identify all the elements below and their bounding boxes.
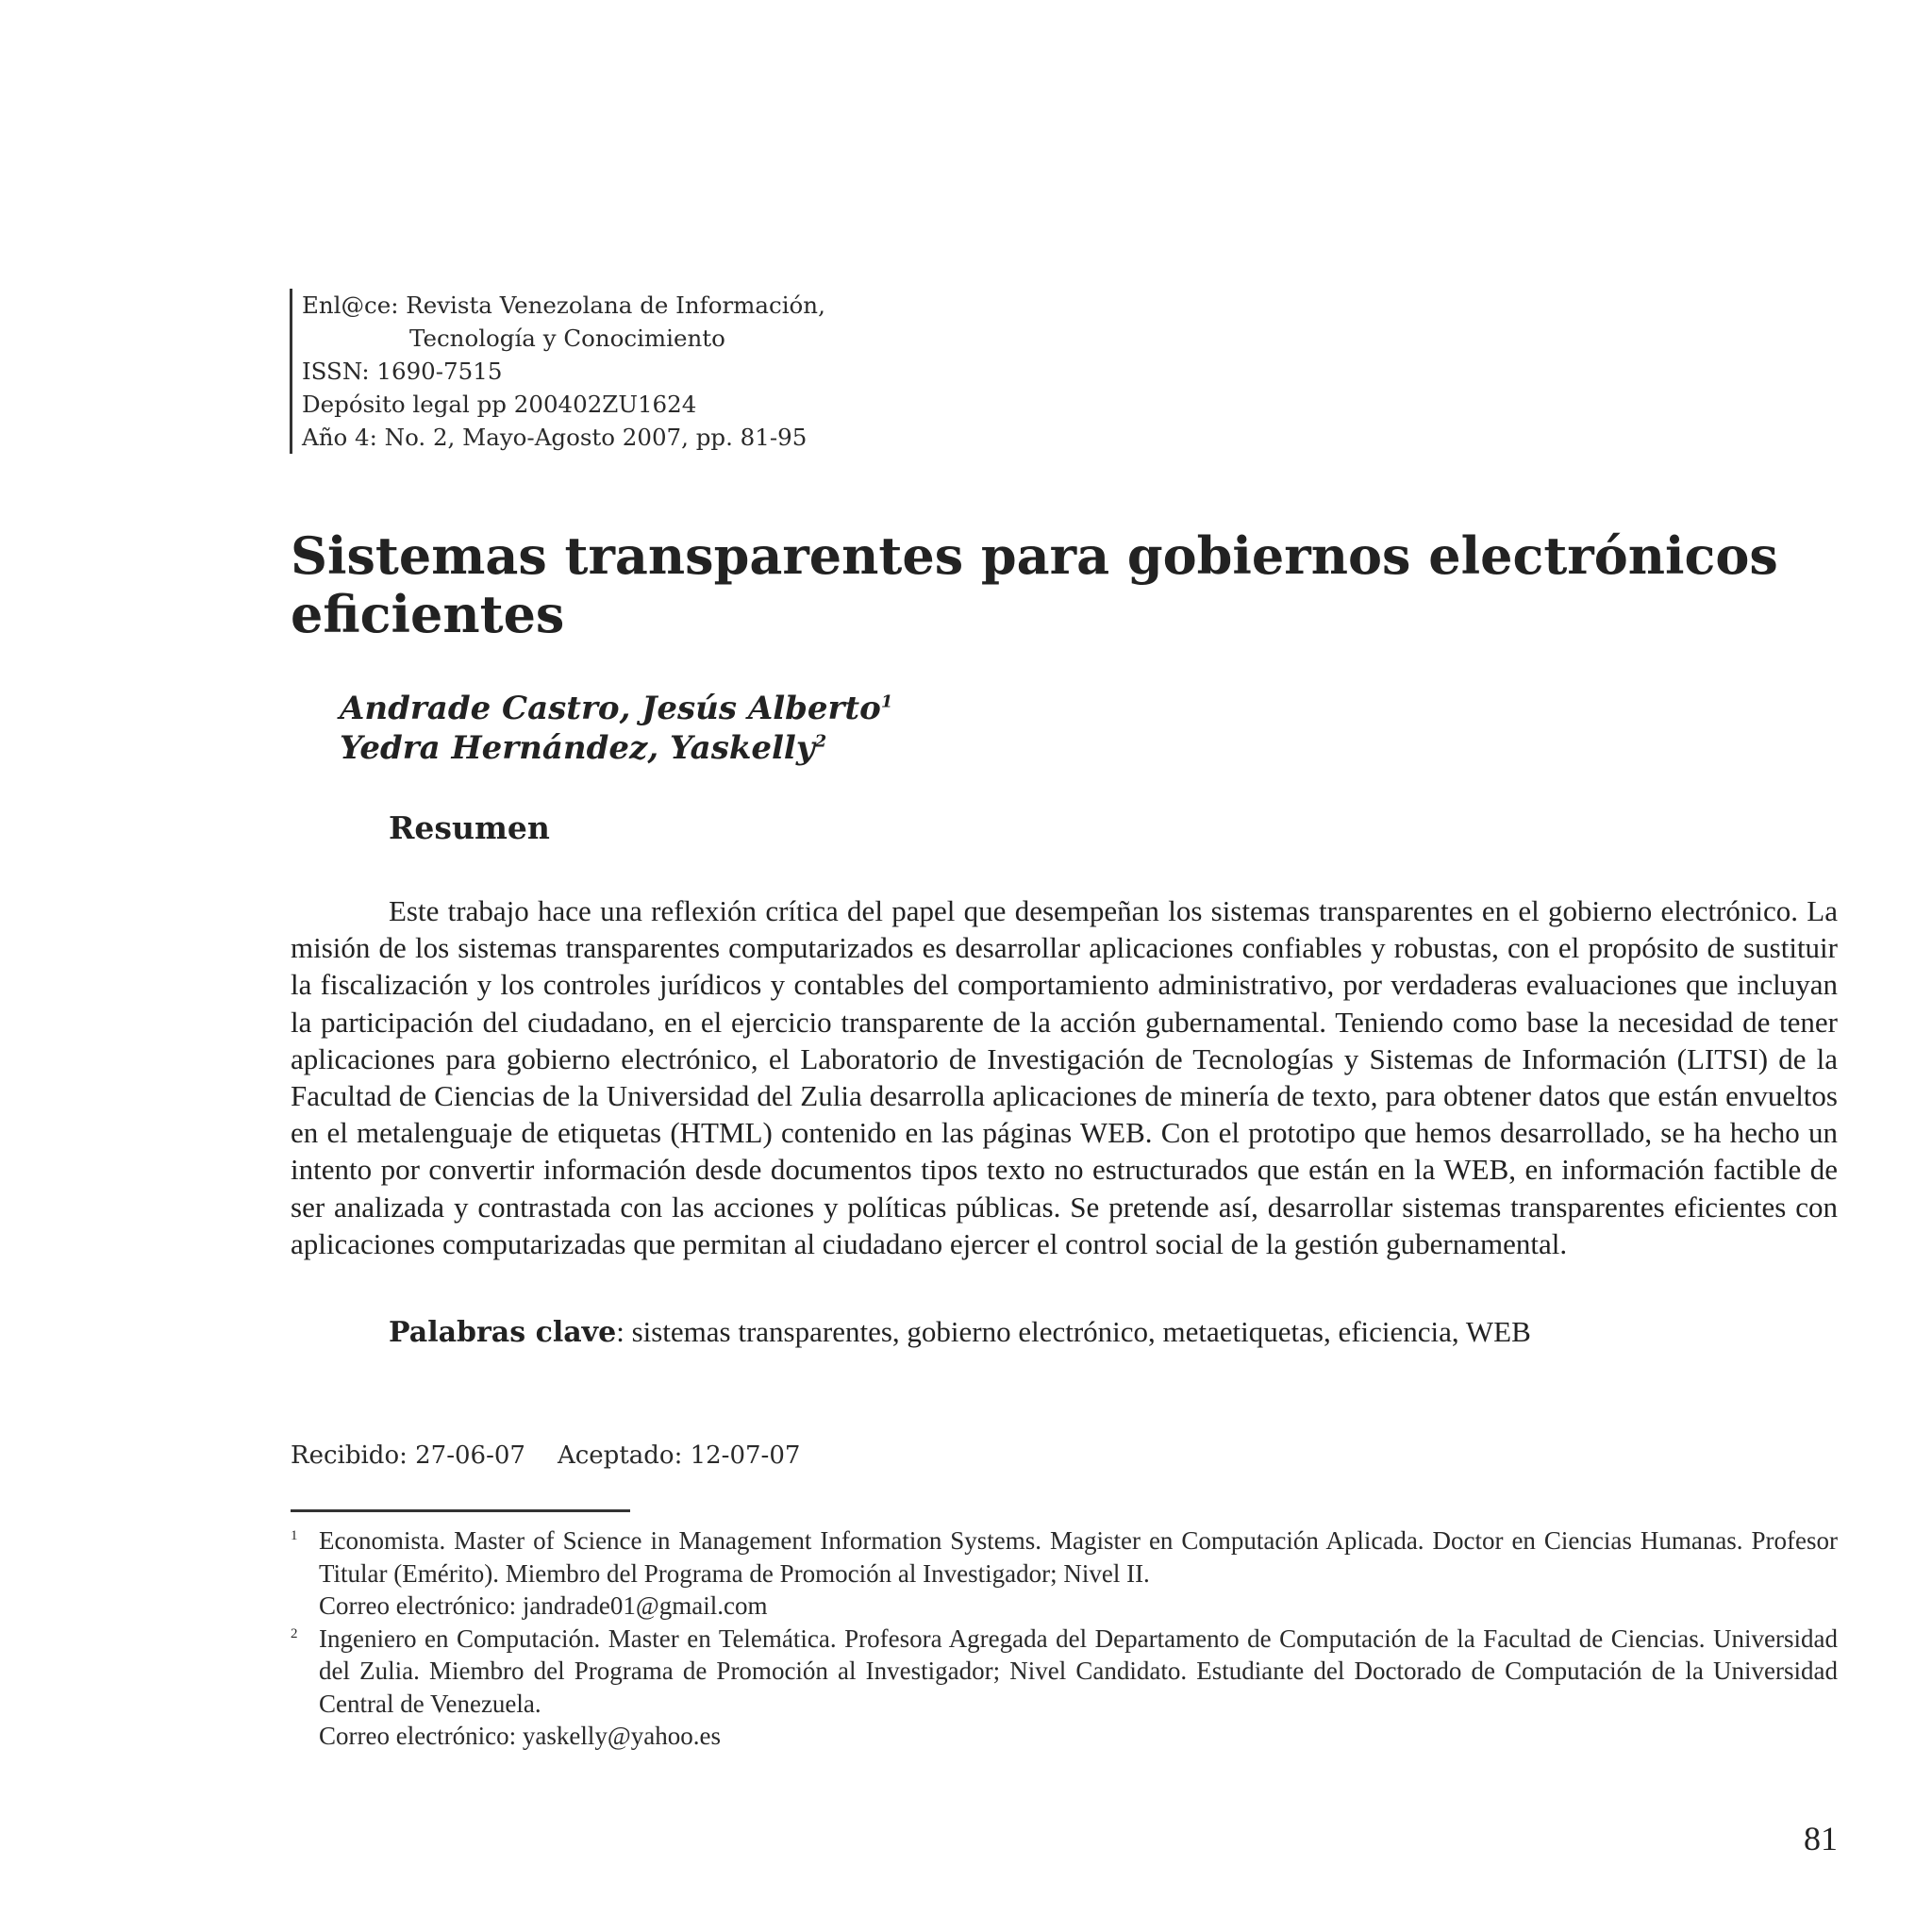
footnote-2 [291,1623,1838,1753]
accepted-date: Aceptado: 12-07-07 [557,1441,801,1470]
received-date: Recibido: 27-06-07 [291,1441,525,1470]
journal-deposito: Depósito legal pp 200402ZU1624 [302,391,697,418]
author-footnote-mark: 2 [814,731,827,752]
author-1 [340,689,892,728]
keywords-text: : sistemas transparentes, gobierno electrónico, metaetiquetas, eficiencia, WEB [616,1315,1531,1348]
author-name: Yedra Hernández, Yaskelly [340,729,815,767]
journal-info [290,289,825,454]
paper-title: Sistemas transparentes para gobiernos electrónicos eficientes [291,525,1778,644]
footnote-text: Ingeniero en Computación. Master en Telemática. Profesora Agregada del Departamento de Computación de la Facultad de Ciencias. Universidad del Zulia. Miembro del Programa de Promoción al Investigador; Nivel Candidato. Estudiante del Doctorado de Computación de la Universidad Central de Venezuela. [319,1624,1838,1718]
journal-name-line2: Tecnología y Conocimiento [409,325,725,352]
journal-issue: Año 4: No. 2, Mayo-Agosto 2007, pp. 81-95 [302,424,808,451]
abstract-text: Este trabajo hace una reflexión crítica del papel que desempeñan los sistemas transparentes en el gobierno electrónico. La misión de los sistemas transparentes computarizados es desarrollar aplicaciones confiables y robustas, con el propósito de sustituir la fiscalización y los controles jurídicos y contables del comportamiento administrativo, por verdaderas evaluaciones que incluyan la participación del ciudadano, en el ejercicio transparente de la acción gubernamental. Teniendo como base la necesidad de tener aplicaciones para gobierno electrónico, el Laboratorio de Investigación de Tecnologías y Sistemas de Información (LITSI) de la Facultad de Ciencias de la Universidad del Zulia desarrolla aplicaciones de minería de texto, para obtener datos que están envueltos en el metalenguaje de etiquetas (HTML) contenido en las páginas WEB. Con el prototipo que hemos desarrollado, se ha hecho un intento por convertir información desde documentos tipos texto no estructurados que están en la WEB, en información factible de ser analizada y contrastada con las acciones y políticas públicas. Se pretende así, desarrollar sistemas transparentes eficientes con aplicaciones computarizadas que permitan al ciudadano ejercer el control social de la gestión gubernamental. [291,894,1838,1260]
author-name: Andrade Castro, Jesús Alberto [340,690,881,727]
page-number: 81 [1804,1820,1838,1857]
journal-name-line1: Enl@ce: Revista Venezolana de Información, [302,291,825,319]
footnote-email: Correo electrónico: jandrade01@gmail.com [319,1591,768,1620]
footnote-email: Correo electrónico: yaskelly@yahoo.es [319,1722,721,1750]
author-2 [340,728,892,768]
footnotes [291,1524,1838,1753]
author-footnote-mark: 1 [880,691,893,712]
keywords-label: Palabras clave [389,1316,617,1349]
footnote-mark: 2 [291,1625,298,1641]
keywords [389,1313,1841,1351]
footnote-1 [291,1524,1838,1623]
journal-issn: ISSN: 1690-7515 [302,358,503,385]
author-list [340,689,892,768]
submission-dates [291,1441,800,1470]
footnote-text: Economista. Master of Science in Management Information Systems. Magister en Computación Aplicada. Doctor en Ciencias Humanas. Profesor Titular (Emérito). Miembro del Programa de Promoción al Investigador; Nivel II. [319,1526,1838,1588]
footnote-divider [291,1509,630,1512]
footnote-mark: 1 [291,1528,298,1543]
abstract-heading: Resumen [389,809,550,846]
